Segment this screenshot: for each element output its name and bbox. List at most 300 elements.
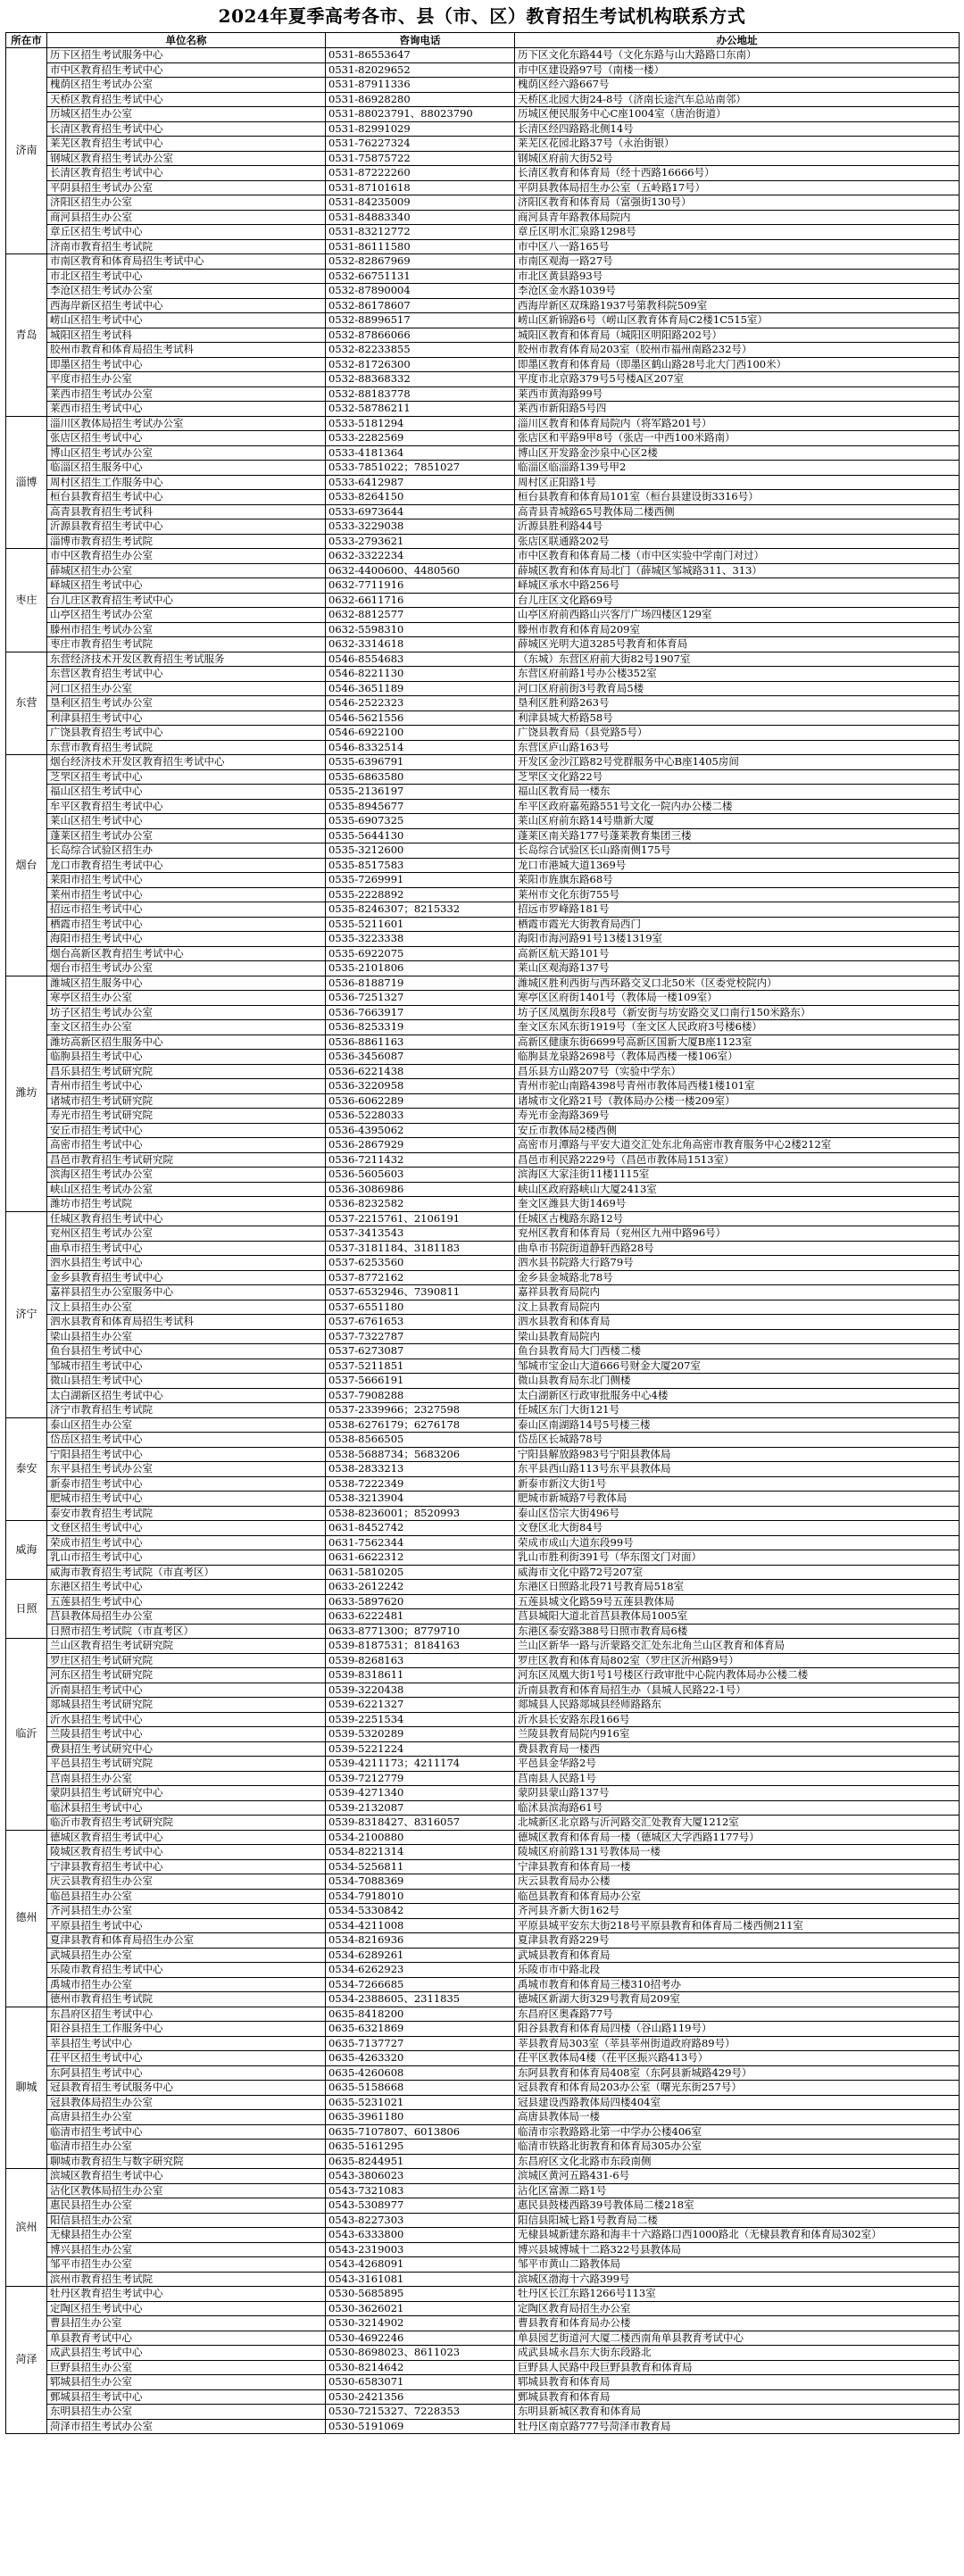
table-row bbox=[6, 1933, 960, 1949]
table-row bbox=[6, 225, 960, 240]
phone-cell: 0534-6289261 bbox=[326, 1948, 515, 1963]
address-cell: 泰山区岱宗大街496号 bbox=[515, 1506, 960, 1521]
address-cell: 周村区正阳路1号 bbox=[515, 475, 960, 490]
address-cell: 惠民县鼓楼西路39号教体局二楼218室 bbox=[515, 2198, 960, 2214]
phone-cell: 0539-2251534 bbox=[326, 1712, 515, 1727]
phone-cell: 0531-83212772 bbox=[326, 225, 515, 240]
table-row bbox=[6, 2065, 960, 2081]
table-row bbox=[6, 1992, 960, 2007]
table-row bbox=[6, 1005, 960, 1020]
phone-cell: 0633-5897620 bbox=[326, 1594, 515, 1609]
address-cell: 寒亭区区府街1401号（教体局一楼109室） bbox=[515, 991, 960, 1006]
phone-cell: 0539-5221224 bbox=[326, 1741, 515, 1757]
table-row bbox=[6, 475, 960, 490]
table-row bbox=[6, 254, 960, 270]
phone-cell: 0536-3456087 bbox=[326, 1050, 515, 1065]
table-row bbox=[6, 1300, 960, 1315]
address-cell: 东营区府前路1号办公楼352室 bbox=[515, 667, 960, 682]
phone-cell: 0532-82233855 bbox=[326, 343, 515, 358]
unit-name-cell: 宁津县教育招生考试中心 bbox=[47, 1859, 326, 1874]
address-cell: （东城）东营区府前大街82号1907室 bbox=[515, 652, 960, 667]
table-row bbox=[6, 372, 960, 387]
unit-name-cell: 天桥区教育招生考试中心 bbox=[47, 92, 326, 107]
phone-cell: 0631-7562344 bbox=[326, 1535, 515, 1550]
unit-name-cell: 张店区招生考试中心 bbox=[47, 431, 326, 446]
unit-name-cell: 郓城县招生办公室 bbox=[47, 2375, 326, 2390]
unit-name-cell: 海阳市招生考试中心 bbox=[47, 932, 326, 947]
phone-cell: 0633-6222481 bbox=[326, 1609, 515, 1625]
city-cell: 济宁 bbox=[6, 1211, 47, 1417]
unit-name-cell: 文登区招生考试中心 bbox=[47, 1521, 326, 1536]
table-row bbox=[6, 1580, 960, 1595]
city-cell: 德州 bbox=[6, 1830, 47, 2007]
phone-cell: 0543-3806023 bbox=[326, 2169, 515, 2184]
table-row bbox=[6, 2081, 960, 2096]
table-row bbox=[6, 2036, 960, 2051]
table-row bbox=[6, 2154, 960, 2169]
unit-name-cell: 东港区招生考试中心 bbox=[47, 1580, 326, 1595]
address-cell: 东营区庐山路163号 bbox=[515, 740, 960, 755]
unit-name-cell: 钢城区教育招生考试办公室 bbox=[47, 151, 326, 166]
table-row bbox=[6, 1374, 960, 1389]
address-cell: 兰山区新华一路与沂蒙路交汇处东北角兰山区教育和体育局 bbox=[515, 1639, 960, 1654]
phone-cell: 0534-5256811 bbox=[326, 1859, 515, 1874]
table-row bbox=[6, 1609, 960, 1625]
unit-name-cell: 泰山区招生办公室 bbox=[47, 1417, 326, 1433]
unit-name-cell: 长岛综合试验区招生办 bbox=[47, 843, 326, 859]
address-cell: 东港区日照路北段71号教育局518室 bbox=[515, 1580, 960, 1595]
table-row bbox=[6, 2360, 960, 2375]
address-cell: 桓台县教育和体育局101室（桓台县建设街3316号） bbox=[515, 490, 960, 505]
phone-cell: 0530-8214642 bbox=[326, 2360, 515, 2375]
unit-name-cell: 广饶县教育招生考试中心 bbox=[47, 726, 326, 741]
phone-cell: 0632-5598310 bbox=[326, 622, 515, 637]
unit-name-cell: 历下区招生考试服务中心 bbox=[47, 48, 326, 63]
phone-cell: 0533-2793621 bbox=[326, 534, 515, 549]
phone-cell: 0632-7711916 bbox=[326, 578, 515, 594]
unit-name-cell: 曲阜市招生考试中心 bbox=[47, 1241, 326, 1256]
unit-name-cell: 坊子区招生考试办公室 bbox=[47, 1005, 326, 1020]
phone-cell: 0632-6611716 bbox=[326, 593, 515, 608]
table-row bbox=[6, 1403, 960, 1418]
unit-name-cell: 周村区招生工作服务中心 bbox=[47, 475, 326, 490]
phone-cell: 0534-7088369 bbox=[326, 1874, 515, 1890]
phone-cell: 0536-8861163 bbox=[326, 1035, 515, 1050]
phone-cell: 0531-75875722 bbox=[326, 151, 515, 166]
table-row bbox=[6, 755, 960, 770]
address-cell: 罗庄区教育和体育局802室（罗庄区沂州路9号） bbox=[515, 1653, 960, 1668]
unit-name-cell: 宁阳县招生考试中心 bbox=[47, 1447, 326, 1462]
table-row bbox=[6, 1653, 960, 1668]
table-row bbox=[6, 578, 960, 594]
address-cell: 垦利区胜利路263号 bbox=[515, 696, 960, 711]
table-row bbox=[6, 1712, 960, 1727]
table-row bbox=[6, 932, 960, 947]
phone-cell: 0536-8232582 bbox=[326, 1197, 515, 1212]
phone-cell: 0535-8517583 bbox=[326, 858, 515, 873]
address-cell: 新泰市新汶大街1号 bbox=[515, 1476, 960, 1492]
unit-name-cell: 沾化区教体局招生办公室 bbox=[47, 2183, 326, 2198]
phone-cell: 0530-2421356 bbox=[326, 2389, 515, 2405]
phone-cell: 0532-66751131 bbox=[326, 269, 515, 284]
unit-name-cell: 寿光市招生考试研究院 bbox=[47, 1109, 326, 1124]
unit-name-cell: 济宁市教育招生考试院 bbox=[47, 1403, 326, 1418]
address-cell: 山亭区府前西路山兴客厅广场四楼区129室 bbox=[515, 608, 960, 623]
unit-name-cell: 博兴县招生办公室 bbox=[47, 2242, 326, 2257]
city-cell: 泰安 bbox=[6, 1417, 47, 1521]
address-cell: 昌邑市利民路2229号（昌邑市教体局1513室） bbox=[515, 1152, 960, 1168]
table-row bbox=[6, 2183, 960, 2198]
table-row bbox=[6, 534, 960, 549]
table-row bbox=[6, 1550, 960, 1566]
table-row bbox=[6, 1948, 960, 1963]
address-cell: 莒县城阳大道北首莒县教体局1005室 bbox=[515, 1609, 960, 1625]
address-cell: 陵城区府前路131号教体局一楼 bbox=[515, 1845, 960, 1860]
unit-name-cell: 单县教育考试中心 bbox=[47, 2331, 326, 2346]
unit-name-cell: 潍城区招生服务中心 bbox=[47, 976, 326, 991]
phone-cell: 0534-8221314 bbox=[326, 1845, 515, 1860]
phone-cell: 0531-84883340 bbox=[326, 210, 515, 225]
unit-name-cell: 桓台县教育招生考试中心 bbox=[47, 490, 326, 505]
unit-name-cell: 泰安市教育招生考试院 bbox=[47, 1506, 326, 1521]
address-cell: 郯城县人民路郯城县经师路路东 bbox=[515, 1698, 960, 1713]
unit-name-cell: 市北区招生考试中心 bbox=[47, 269, 326, 284]
unit-name-cell: 高密市招生考试中心 bbox=[47, 1138, 326, 1153]
address-cell: 峡山区政府路峡山大厦2413室 bbox=[515, 1182, 960, 1197]
unit-name-cell: 德城区教育招生考试中心 bbox=[47, 1830, 326, 1845]
unit-name-cell: 武城县招生办公室 bbox=[47, 1948, 326, 1963]
unit-name-cell: 高青县教育招生考试科 bbox=[47, 504, 326, 519]
table-row bbox=[6, 785, 960, 800]
phone-cell: 0538-8566505 bbox=[326, 1433, 515, 1448]
address-cell: 奎文区潍县大街1469号 bbox=[515, 1197, 960, 1212]
phone-cell: 0537-2339966；2327598 bbox=[326, 1403, 515, 1418]
phone-cell: 0535-5644130 bbox=[326, 828, 515, 843]
phone-cell: 0535-2101806 bbox=[326, 961, 515, 976]
table-row bbox=[6, 328, 960, 343]
unit-name-cell: 日照市招生考试院（市直考区） bbox=[47, 1624, 326, 1639]
table-row bbox=[6, 2213, 960, 2228]
address-cell: 沂源县胜利路44号 bbox=[515, 519, 960, 535]
address-cell: 邹平市黄山二路教体局 bbox=[515, 2257, 960, 2273]
table-row bbox=[6, 1874, 960, 1890]
phone-cell: 0539-6221327 bbox=[326, 1698, 515, 1713]
phone-cell: 0534-7918010 bbox=[326, 1889, 515, 1904]
unit-name-cell: 沂水县招生考试中心 bbox=[47, 1712, 326, 1727]
phone-cell: 0635-8244951 bbox=[326, 2154, 515, 2169]
phone-cell: 0539-8318611 bbox=[326, 1668, 515, 1683]
address-cell: 庆云县教育局办公楼 bbox=[515, 1874, 960, 1890]
unit-name-cell: 台儿庄区教育招生考试中心 bbox=[47, 593, 326, 608]
phone-cell: 0543-8227303 bbox=[326, 2213, 515, 2228]
table-row bbox=[6, 1138, 960, 1153]
address-cell: 昌乐县方山路207号（实验中学东） bbox=[515, 1064, 960, 1079]
header-city: 所在市 bbox=[6, 33, 47, 48]
table-row bbox=[6, 549, 960, 564]
table-row bbox=[6, 917, 960, 932]
phone-cell: 0536-7663917 bbox=[326, 1005, 515, 1020]
unit-name-cell: 商河县招生办公室 bbox=[47, 210, 326, 225]
address-cell: 平邑县金华路2号 bbox=[515, 1757, 960, 1772]
address-cell: 微山县教育局东北门侧楼 bbox=[515, 1374, 960, 1389]
unit-name-cell: 成武县招生考试中心 bbox=[47, 2346, 326, 2361]
phone-cell: 0530-3626021 bbox=[326, 2301, 515, 2316]
table-row bbox=[6, 563, 960, 578]
table-row bbox=[6, 2022, 960, 2037]
unit-name-cell: 曹县招生办公室 bbox=[47, 2316, 326, 2331]
address-cell: 张店区联通路202号 bbox=[515, 534, 960, 549]
table-row bbox=[6, 1359, 960, 1374]
phone-cell: 0635-5158668 bbox=[326, 2081, 515, 2096]
table-row bbox=[6, 48, 960, 63]
unit-name-cell: 太白湖新区招生考试中心 bbox=[47, 1388, 326, 1403]
address-cell: 西海岸新区双珠路1937号第教科院509室 bbox=[515, 298, 960, 313]
phone-cell: 0531-87101618 bbox=[326, 180, 515, 195]
phone-cell: 0536-2867929 bbox=[326, 1138, 515, 1153]
address-cell: 福山区教育局一楼东 bbox=[515, 785, 960, 800]
phone-cell: 0533-2282569 bbox=[326, 431, 515, 446]
phone-cell: 0534-4211008 bbox=[326, 1918, 515, 1933]
phone-cell: 0546-3651189 bbox=[326, 681, 515, 696]
address-cell: 巨野县人民路中段巨野县教育和体育局 bbox=[515, 2360, 960, 2375]
city-cell: 临沂 bbox=[6, 1639, 47, 1831]
address-cell: 任城区古槐路东路12号 bbox=[515, 1211, 960, 1226]
unit-name-cell: 冠县教育招生考试服务中心 bbox=[47, 2081, 326, 2096]
address-cell: 蒙阴县蒙山路137号 bbox=[515, 1786, 960, 1801]
address-cell: 岱岳区长城路78号 bbox=[515, 1433, 960, 1448]
table-row bbox=[6, 1226, 960, 1242]
address-cell: 长清区教育和体育局（经十西路16666号） bbox=[515, 166, 960, 181]
city-cell: 青岛 bbox=[6, 254, 47, 417]
phone-cell: 0530-4692246 bbox=[326, 2331, 515, 2346]
unit-name-cell: 肥城市招生考试中心 bbox=[47, 1492, 326, 1507]
address-cell: 鄄城县教育和体育局 bbox=[515, 2389, 960, 2405]
phone-cell: 0536-6221438 bbox=[326, 1064, 515, 1079]
address-cell: 临邑县教育和体育局办公室 bbox=[515, 1889, 960, 1904]
unit-name-cell: 河口区招生办公室 bbox=[47, 681, 326, 696]
unit-name-cell: 莱西市招生考试办公室 bbox=[47, 386, 326, 402]
phone-cell: 0535-6396791 bbox=[326, 755, 515, 770]
address-cell: 广饶县教育局（县党路5号） bbox=[515, 726, 960, 741]
phone-cell: 0537-3413543 bbox=[326, 1226, 515, 1242]
table-row bbox=[6, 1859, 960, 1874]
address-cell: 单县园艺街道河大厦二楼西南角单县教育考试中心 bbox=[515, 2331, 960, 2346]
address-cell: 博山区开发路金沙泉中心区2楼 bbox=[515, 445, 960, 461]
address-cell: 莒南县人民路1号 bbox=[515, 1771, 960, 1786]
unit-name-cell: 栖霞市招生考试中心 bbox=[47, 917, 326, 932]
phone-cell: 0537-8772162 bbox=[326, 1270, 515, 1285]
address-cell: 夏津县教育路229号 bbox=[515, 1933, 960, 1949]
table-row bbox=[6, 1182, 960, 1197]
phone-cell: 0536-6062289 bbox=[326, 1093, 515, 1109]
table-row bbox=[6, 2375, 960, 2390]
phone-cell: 0538-3213904 bbox=[326, 1492, 515, 1507]
address-cell: 长岛综合试验区长山路南侧175号 bbox=[515, 843, 960, 859]
table-row bbox=[6, 180, 960, 195]
address-cell: 淄川区教育和体育局院内（将军路201号） bbox=[515, 416, 960, 431]
table-row bbox=[6, 1918, 960, 1933]
table-row bbox=[6, 2169, 960, 2184]
unit-name-cell: 乳山市招生考试中心 bbox=[47, 1550, 326, 1566]
unit-name-cell: 阳信县招生办公室 bbox=[47, 2213, 326, 2228]
address-cell: 泗水县教育和体育局 bbox=[515, 1315, 960, 1330]
table-row bbox=[6, 1270, 960, 1285]
unit-name-cell: 临清市招生考试中心 bbox=[47, 2124, 326, 2140]
phone-cell: 0530-7215327、7228353 bbox=[326, 2405, 515, 2420]
table-row bbox=[6, 1329, 960, 1344]
phone-cell: 0543-7321083 bbox=[326, 2183, 515, 2198]
unit-name-cell: 莱芜区教育招生考试中心 bbox=[47, 137, 326, 152]
phone-cell: 0635-3961180 bbox=[326, 2110, 515, 2125]
unit-name-cell: 奎文区招生办公室 bbox=[47, 1020, 326, 1035]
unit-name-cell: 莱阳市招生考试中心 bbox=[47, 873, 326, 888]
unit-name-cell: 临淄区招生服务中心 bbox=[47, 461, 326, 476]
phone-cell: 0632-8812577 bbox=[326, 608, 515, 623]
header-row bbox=[6, 33, 960, 48]
unit-name-cell: 滨州市教育招生考试院 bbox=[47, 2272, 326, 2287]
table-row bbox=[6, 402, 960, 417]
address-cell: 历城区便民服务中心C座1004室（唐治街道） bbox=[515, 107, 960, 122]
address-cell: 任城区东门大街121号 bbox=[515, 1403, 960, 1418]
phone-cell: 0538-7222349 bbox=[326, 1476, 515, 1492]
table-row bbox=[6, 1845, 960, 1860]
address-cell: 莱阳市旌旗东路68号 bbox=[515, 873, 960, 888]
table-row bbox=[6, 1417, 960, 1433]
address-cell: 东昌府区文化北路市东段南侧 bbox=[515, 2154, 960, 2169]
unit-name-cell: 临朐县招生考试中心 bbox=[47, 1050, 326, 1065]
unit-name-cell: 峡山区招生考试办公室 bbox=[47, 1182, 326, 1197]
address-cell: 开发区金沙江路82号党群服务中心B座1405房间 bbox=[515, 755, 960, 770]
table-row bbox=[6, 195, 960, 211]
table-row bbox=[6, 1639, 960, 1654]
address-cell: 兖州区教育和体育局（兖州区九州中路96号） bbox=[515, 1226, 960, 1242]
address-cell: 牟平区政府嘉苑路551号文化一院内办公楼二楼 bbox=[515, 799, 960, 814]
table-row bbox=[6, 313, 960, 328]
table-row bbox=[6, 1462, 960, 1477]
table-row bbox=[6, 1624, 960, 1639]
unit-name-cell: 即墨区招生考试中心 bbox=[47, 357, 326, 372]
address-cell: 乐陵市市中路北段 bbox=[515, 1963, 960, 1978]
unit-name-cell: 五莲县招生考试中心 bbox=[47, 1594, 326, 1609]
table-row bbox=[6, 386, 960, 402]
unit-name-cell: 莱山区招生考试中心 bbox=[47, 814, 326, 829]
phone-cell: 0534-2100880 bbox=[326, 1830, 515, 1845]
phone-cell: 0532-88368332 bbox=[326, 372, 515, 387]
table-row bbox=[6, 2272, 960, 2287]
address-cell: 利津县城大桥路58号 bbox=[515, 710, 960, 726]
unit-name-cell: 荣成市招生考试中心 bbox=[47, 1535, 326, 1550]
phone-cell: 0537-2215761、2106191 bbox=[326, 1211, 515, 1226]
unit-name-cell: 沂南县招生考试中心 bbox=[47, 1683, 326, 1698]
phone-cell: 0533-7851022；7851027 bbox=[326, 461, 515, 476]
address-cell: 东港区泰安路388号日照市教育局6楼 bbox=[515, 1624, 960, 1639]
address-cell: 滨城区黄河五路431-6号 bbox=[515, 2169, 960, 2184]
unit-name-cell: 邹城市招生考试中心 bbox=[47, 1359, 326, 1374]
table-row bbox=[6, 1977, 960, 1992]
phone-cell: 0631-5810205 bbox=[326, 1565, 515, 1580]
phone-cell: 0535-6922075 bbox=[326, 946, 515, 961]
address-cell: 泰山区南湖路14号5号楼三楼 bbox=[515, 1417, 960, 1433]
address-cell: 禹城市教育和体育局三楼310招考办 bbox=[515, 1977, 960, 1992]
phone-cell: 0534-5330842 bbox=[326, 1904, 515, 1919]
unit-name-cell: 槐荫区招生考试办公室 bbox=[47, 78, 326, 93]
table-row bbox=[6, 461, 960, 476]
unit-name-cell: 费县招生考试研究中心 bbox=[47, 1741, 326, 1757]
address-cell: 章丘区明水汇泉路1298号 bbox=[515, 225, 960, 240]
address-cell: 鱼台县教育局大门西楼二楼 bbox=[515, 1344, 960, 1359]
unit-name-cell: 东营经济技术开发区教育招生考试服务 bbox=[47, 652, 326, 667]
phone-cell: 0532-86178607 bbox=[326, 298, 515, 313]
address-cell: 平度市北京路379号5号楼A区207室 bbox=[515, 372, 960, 387]
table-row bbox=[6, 1285, 960, 1300]
phone-cell: 0530-8698023、8611023 bbox=[326, 2346, 515, 2361]
phone-cell: 0537-6253560 bbox=[326, 1256, 515, 1271]
unit-name-cell: 山亭区招生考试办公室 bbox=[47, 608, 326, 623]
address-cell: 德城区新湖大街329号教育局209室 bbox=[515, 1992, 960, 2007]
phone-cell: 0532-87866066 bbox=[326, 328, 515, 343]
phone-cell: 0530-5191069 bbox=[326, 2419, 515, 2434]
address-cell: 城阳区教育和体育局（城阳区明阳路202号） bbox=[515, 328, 960, 343]
table-body bbox=[6, 48, 960, 2434]
address-cell: 肥城市新城路7号教体局 bbox=[515, 1492, 960, 1507]
address-cell: 梁山县教育局院内 bbox=[515, 1329, 960, 1344]
unit-name-cell: 青州市招生考试中心 bbox=[47, 1079, 326, 1094]
unit-name-cell: 郯城县招生考试研究院 bbox=[47, 1698, 326, 1713]
unit-name-cell: 茌平区招生考试中心 bbox=[47, 2051, 326, 2066]
phone-cell: 0543-4268091 bbox=[326, 2257, 515, 2273]
table-row bbox=[6, 92, 960, 107]
address-cell: 乳山市胜利街391号（华东图文门对面） bbox=[515, 1550, 960, 1566]
table-row bbox=[6, 1565, 960, 1580]
table-row bbox=[6, 828, 960, 843]
table-row bbox=[6, 445, 960, 461]
address-cell: 龙口市港城大道1369号 bbox=[515, 858, 960, 873]
unit-name-cell: 东阿县招生考试中心 bbox=[47, 2065, 326, 2081]
phone-cell: 0537-6551180 bbox=[326, 1300, 515, 1315]
address-cell: 德城区教育和体育局一楼（德城区大学西路1177号） bbox=[515, 1830, 960, 1845]
address-cell: 滕州市教育和体育局209室 bbox=[515, 622, 960, 637]
address-cell: 高密市月潭路与平安大道交汇处东北角高密市教育服务中心2楼212室 bbox=[515, 1138, 960, 1153]
unit-name-cell: 平度市招生办公室 bbox=[47, 372, 326, 387]
table-row bbox=[6, 284, 960, 299]
phone-cell: 0546-8554683 bbox=[326, 652, 515, 667]
address-cell: 阳谷县教育和体育局四楼（谷山路119号） bbox=[515, 2022, 960, 2037]
address-cell: 金乡县金城路北78号 bbox=[515, 1270, 960, 1285]
table-row bbox=[6, 2007, 960, 2022]
unit-name-cell: 烟台经济技术开发区教育招生考试中心 bbox=[47, 755, 326, 770]
table-row bbox=[6, 887, 960, 902]
address-cell: 沂南县教育和体育局招生办（县城人民路22-1号） bbox=[515, 1683, 960, 1698]
phone-cell: 0635-4263320 bbox=[326, 2051, 515, 2066]
address-cell: 太白湖新区行政审批服务中心4楼 bbox=[515, 1388, 960, 1403]
unit-name-cell: 临清市招生办公室 bbox=[47, 2140, 326, 2155]
phone-cell: 0535-3212600 bbox=[326, 843, 515, 859]
address-cell: 嘉祥县教育局院内 bbox=[515, 1285, 960, 1300]
table-row bbox=[6, 1197, 960, 1212]
unit-name-cell: 禹城市招生办公室 bbox=[47, 1977, 326, 1992]
unit-name-cell: 泗水县招生考试中心 bbox=[47, 1256, 326, 1271]
phone-cell: 0536-7211432 bbox=[326, 1152, 515, 1168]
phone-cell: 0533-6973644 bbox=[326, 504, 515, 519]
address-cell: 临朐县龙泉路2698号（教体局西楼一楼106室） bbox=[515, 1050, 960, 1065]
table-row bbox=[6, 504, 960, 519]
table-row bbox=[6, 1152, 960, 1168]
address-cell: 临沭县滨海路61号 bbox=[515, 1800, 960, 1816]
phone-cell: 0530-6583071 bbox=[326, 2375, 515, 2390]
table-row bbox=[6, 121, 960, 137]
table-row bbox=[6, 1109, 960, 1124]
table-row bbox=[6, 681, 960, 696]
